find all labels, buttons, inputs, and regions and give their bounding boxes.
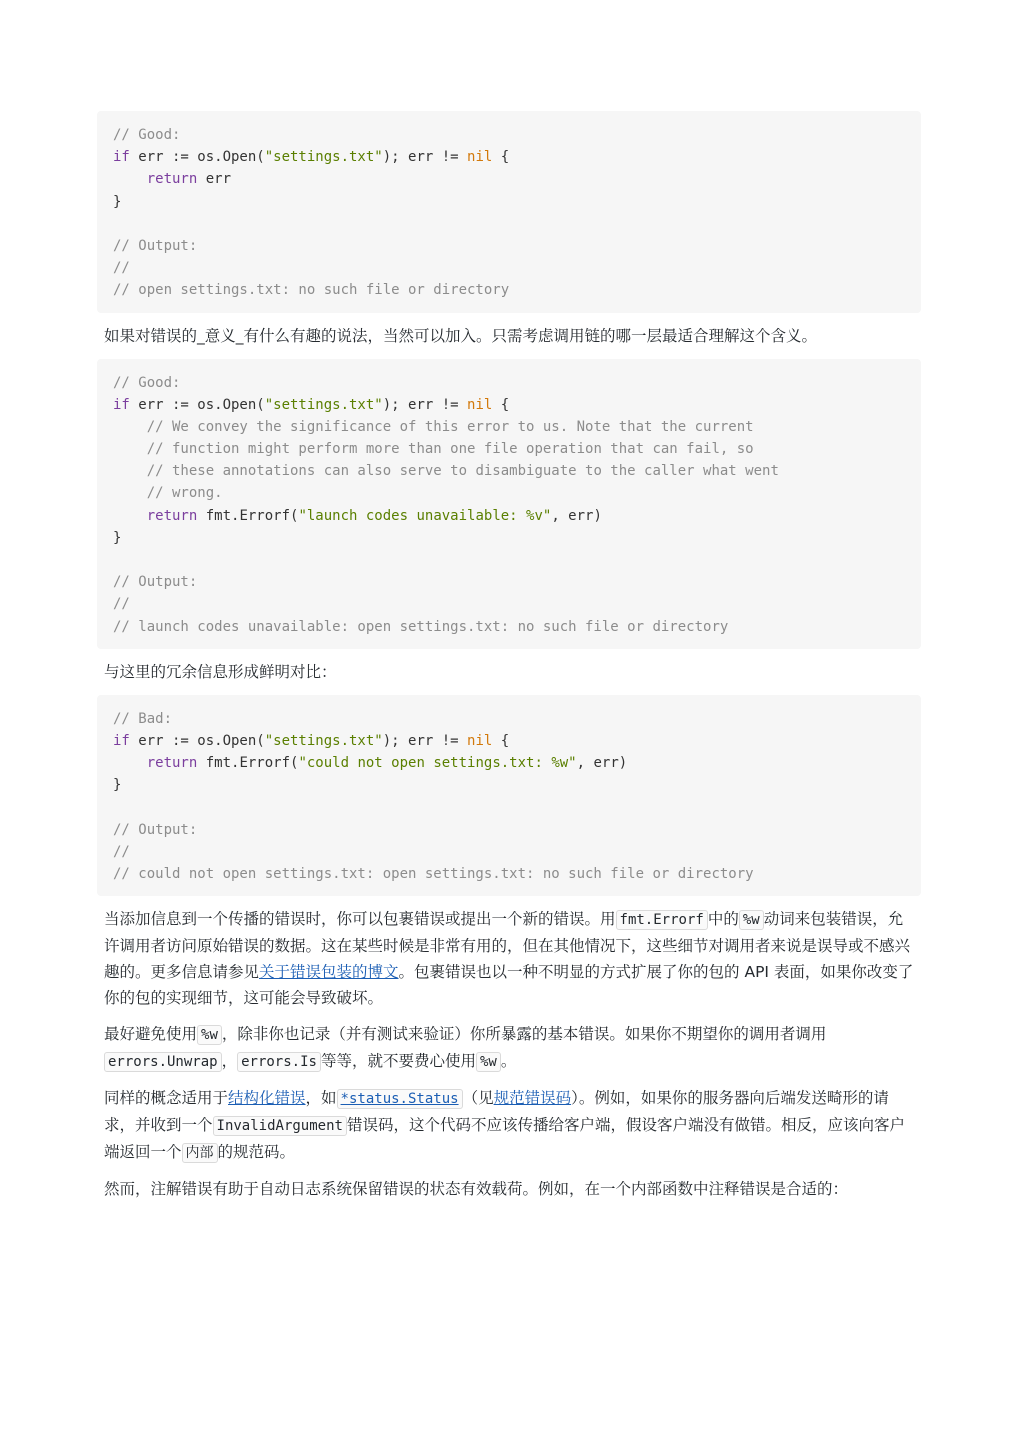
code-line bbox=[113, 438, 906, 460]
document-content bbox=[97, 111, 921, 1212]
code-token: err := os.Open( bbox=[129, 396, 265, 413]
code-token: if bbox=[113, 149, 130, 166]
code-line bbox=[113, 571, 906, 593]
text-span: ，如 bbox=[305, 1089, 337, 1108]
text-span: ， bbox=[221, 1052, 238, 1071]
code-token: // Output: bbox=[113, 237, 198, 254]
code-token: // launch codes unavailable: open settings.txt: no such file or directory bbox=[113, 618, 729, 635]
code-line bbox=[113, 416, 906, 438]
code-token: { bbox=[492, 396, 510, 413]
code-line bbox=[113, 774, 906, 796]
text-span: （见 bbox=[462, 1089, 494, 1108]
code-token: // function might perform more than one file operation that can fail, so bbox=[146, 441, 754, 458]
paragraph-meaning: 如果对错误的_意义_有什么有趣的说法，当然可以加入。只需考虑调用链的哪一层最适合理解这个含义。 bbox=[104, 326, 818, 345]
code-line bbox=[113, 863, 906, 885]
text-span: 等等，就不要费心使用 bbox=[320, 1052, 476, 1071]
code-token: fmt.Errorf( bbox=[197, 755, 299, 772]
code-token bbox=[113, 463, 147, 479]
code-line bbox=[113, 460, 906, 482]
inline-code-errors-unwrap: errors.Unwrap bbox=[104, 1052, 222, 1072]
code-token bbox=[113, 441, 147, 457]
code-line bbox=[113, 593, 906, 615]
inline-code-status-status: *status.Status bbox=[337, 1089, 463, 1109]
code-token bbox=[113, 508, 147, 524]
code-token: err := os.Open( bbox=[129, 149, 265, 166]
inline-code-invalid-argument: InvalidArgument bbox=[213, 1116, 347, 1136]
code-line bbox=[113, 235, 906, 257]
code-block-bad-redundant bbox=[97, 695, 921, 897]
code-token: return bbox=[146, 171, 198, 188]
code-token: "could not open settings.txt: %w" bbox=[298, 755, 577, 772]
code-token: , err) bbox=[576, 755, 628, 772]
text-span: ）。例如，如果你的服务器向后端发送畸形的请求，并收到一个 bbox=[104, 1089, 889, 1135]
code-token: // Good: bbox=[113, 374, 181, 391]
code-token: fmt.Errorf( bbox=[197, 507, 299, 524]
paragraph-structured-errors bbox=[97, 1085, 921, 1166]
link-status-status[interactable] bbox=[337, 1089, 463, 1107]
code-token: { bbox=[492, 149, 510, 166]
code-line bbox=[113, 146, 906, 168]
code-line bbox=[113, 549, 906, 571]
code-token: // open settings.txt: no such file or directory bbox=[113, 282, 510, 299]
code-block-good-annotated bbox=[97, 359, 921, 649]
code-line bbox=[113, 394, 906, 416]
code-line bbox=[113, 124, 906, 146]
code-token bbox=[113, 171, 147, 187]
code-token: if bbox=[113, 732, 130, 749]
code-token: } bbox=[113, 193, 122, 210]
text-span: 中的 bbox=[707, 910, 739, 929]
code-line bbox=[113, 797, 906, 819]
code-line bbox=[113, 191, 906, 213]
code-token: if bbox=[113, 396, 130, 413]
text-span: 错误码，这个代码不应该传播给客户端，假设客户端没有做错。相反，应该向客户端返回一个 bbox=[104, 1116, 905, 1162]
code-token: ); err != bbox=[382, 149, 468, 166]
text-span: 的规范码。 bbox=[217, 1143, 296, 1162]
inline-code-percent-w: %w bbox=[197, 1025, 222, 1045]
code-token: // bbox=[113, 596, 130, 613]
text-span: 当添加信息到一个传播的错误时，你可以包裹错误或提出一个新的错误。用 bbox=[104, 910, 616, 929]
inline-code-fmt-errorf: fmt.Errorf bbox=[616, 910, 708, 930]
paragraph-annotate-errors: 然而，注解错误有助于自动日志系统保留错误的状态有效载荷。例如，在一个内部函数中注释错误是合适的： bbox=[104, 1180, 849, 1199]
code-token: // Output: bbox=[113, 574, 198, 591]
text-span: 。 bbox=[500, 1052, 517, 1071]
code-line bbox=[113, 708, 906, 730]
code-token: // Output: bbox=[113, 821, 198, 838]
inline-code-percent-w: %w bbox=[476, 1052, 501, 1072]
paragraph-contrast: 与这里的冗余信息形成鲜明对比： bbox=[104, 662, 337, 681]
code-token bbox=[113, 419, 147, 435]
code-token: // bbox=[113, 260, 130, 277]
code-token: return bbox=[146, 755, 198, 772]
code-line bbox=[113, 505, 906, 527]
code-token: { bbox=[492, 732, 510, 749]
paragraph-avoid-w bbox=[97, 1021, 921, 1075]
code-token: // Good: bbox=[113, 127, 181, 143]
code-token: "settings.txt" bbox=[264, 149, 383, 166]
code-token: // Bad: bbox=[113, 710, 173, 727]
text-span: 同样的概念适用于 bbox=[104, 1089, 229, 1108]
code-token: } bbox=[113, 777, 122, 794]
code-token: // wrong. bbox=[146, 485, 223, 502]
code-line bbox=[113, 527, 906, 549]
code-token: } bbox=[113, 529, 122, 546]
inline-code-percent-w: %w bbox=[739, 910, 764, 930]
link-canonical-error-codes[interactable]: 规范错误码 bbox=[493, 1089, 572, 1108]
code-token: "settings.txt" bbox=[264, 396, 383, 413]
code-token: nil bbox=[467, 732, 493, 749]
code-line bbox=[113, 257, 906, 279]
code-line bbox=[113, 752, 906, 774]
text-span: 最好避免使用 bbox=[104, 1025, 198, 1044]
code-token: // these annotations can also serve to disambiguate to the caller what went bbox=[146, 463, 779, 480]
inline-code-errors-is: errors.Is bbox=[237, 1052, 321, 1072]
code-line bbox=[113, 168, 906, 190]
code-token bbox=[113, 755, 147, 771]
code-token: return bbox=[146, 507, 198, 524]
code-block-good-passthrough bbox=[97, 111, 921, 313]
code-token: err := os.Open( bbox=[129, 732, 265, 749]
link-error-wrapping-blog[interactable]: 关于错误包装的博文 bbox=[259, 963, 399, 982]
code-token: err bbox=[197, 171, 232, 188]
code-line bbox=[113, 213, 906, 235]
code-token: ); err != bbox=[382, 732, 468, 749]
code-token: , err) bbox=[551, 507, 602, 524]
code-line bbox=[113, 616, 906, 638]
code-token: // could not open settings.txt: open settings.txt: no such file or directory bbox=[113, 866, 754, 883]
code-line bbox=[113, 730, 906, 752]
code-token: ); err != bbox=[382, 396, 468, 413]
text-span: ，除非你也记录（并有测试来验证）你所暴露的基本错误。如果你不期望你的调用者调用 bbox=[221, 1025, 827, 1044]
text-span: 。包裹错误也以一种不明显的方式扩展了你的包的 API 表面，如果你改变了你的包的实现细节，这可能会导致破坏。 bbox=[104, 963, 914, 1008]
code-token: "launch codes unavailable: %v" bbox=[298, 507, 552, 524]
text-span: 动词来包装错误，允许调用者访问原始错误的数据。这在某些时候是非常有用的，但在其他情况下，这些细节对调用者来说是误导或不感兴趣的。更多信息请参见 bbox=[104, 910, 911, 982]
link-structured-errors[interactable]: 结构化错误 bbox=[228, 1089, 306, 1108]
code-line bbox=[113, 372, 906, 394]
paragraph-wrapping bbox=[97, 906, 921, 1011]
code-token: nil bbox=[467, 396, 493, 413]
code-line bbox=[113, 279, 906, 301]
inline-code-internal: 内部 bbox=[182, 1143, 218, 1163]
code-token: // bbox=[113, 843, 130, 860]
code-token: nil bbox=[467, 149, 493, 166]
code-line bbox=[113, 482, 906, 504]
code-line bbox=[113, 841, 906, 863]
code-token: // We convey the significance of this error to us. Note that the current bbox=[146, 418, 754, 435]
code-token bbox=[113, 485, 147, 501]
code-line bbox=[113, 819, 906, 841]
code-token: "settings.txt" bbox=[264, 732, 383, 749]
